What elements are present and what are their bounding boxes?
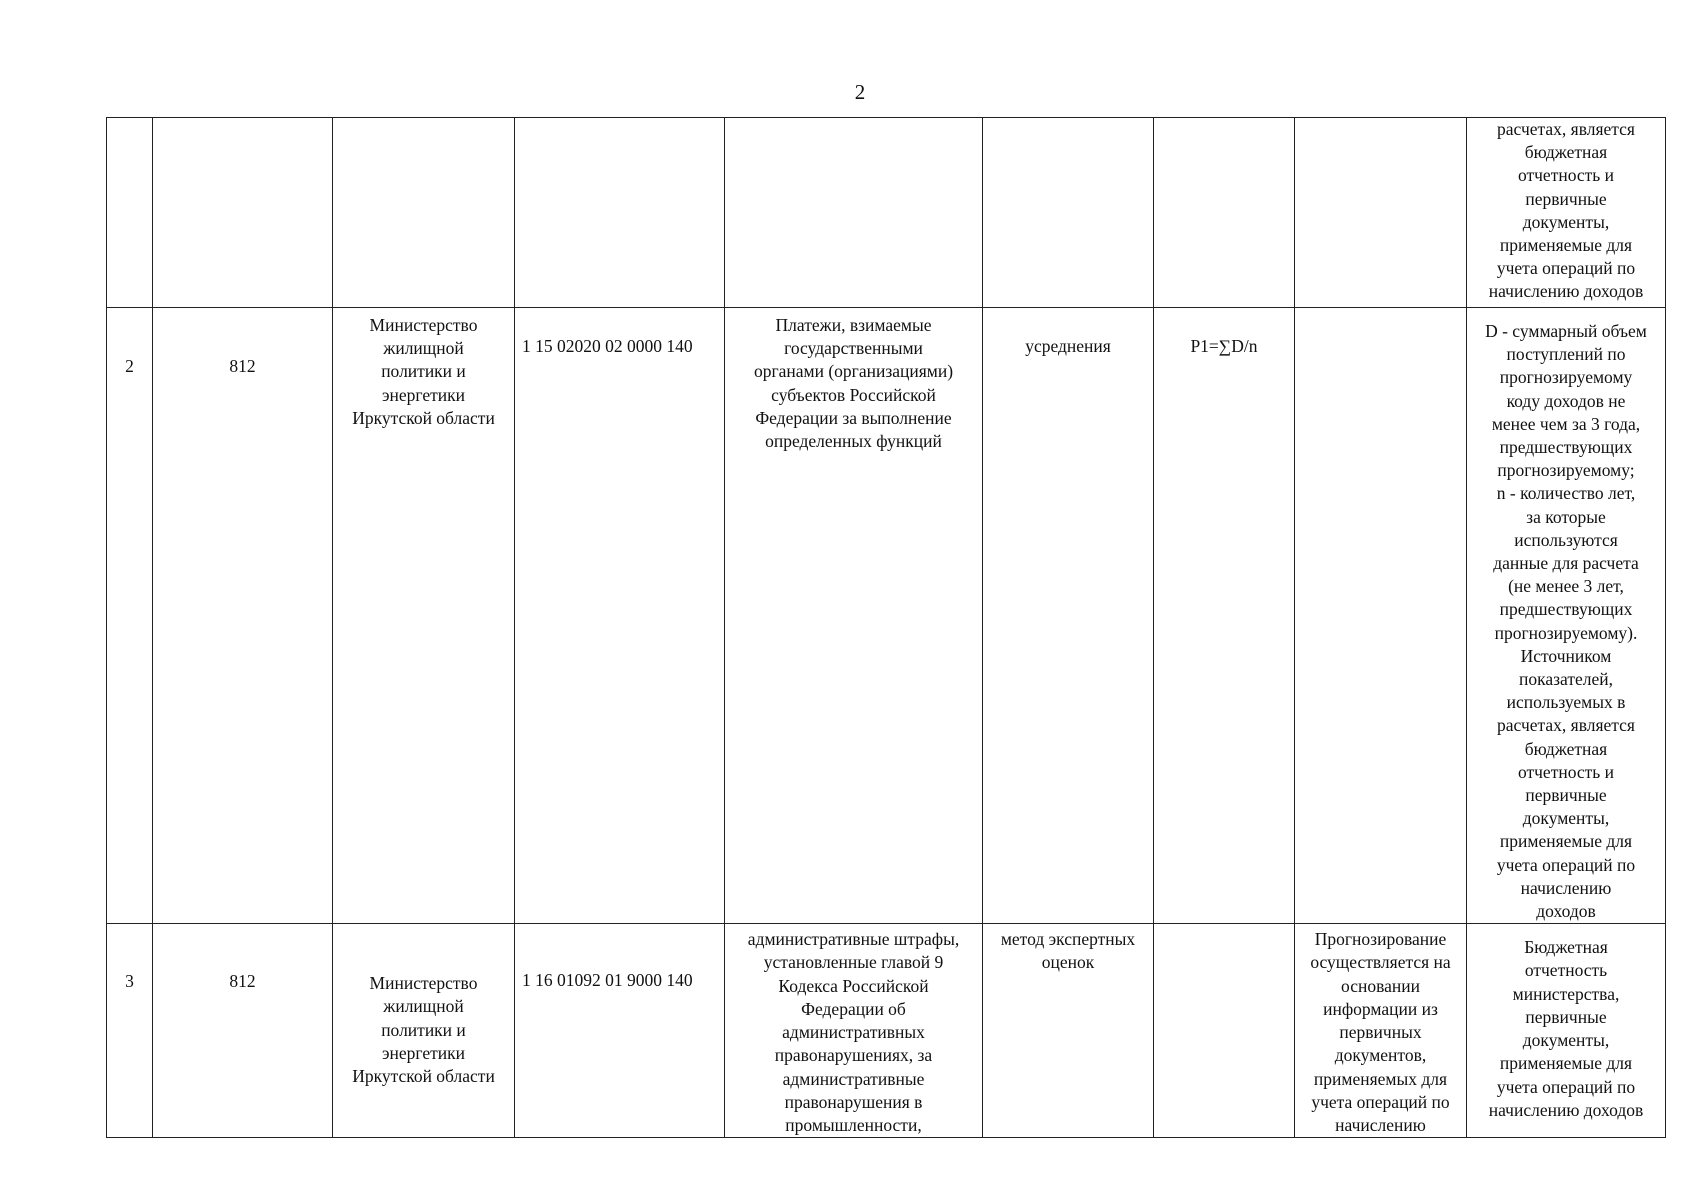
method-cell	[983, 118, 1154, 308]
administrator-cell: Министерство жилищной политики и энергетики Иркутской области	[333, 924, 515, 1138]
administrator-cell: Министерство жилищной политики и энергетики Иркутской области	[333, 308, 515, 924]
basis-cell	[1295, 118, 1467, 308]
administrator-cell	[333, 118, 515, 308]
table-row	[107, 924, 1666, 1138]
admin-code-cell	[153, 118, 333, 308]
revenue-name-cell: Платежи, взимаемые государственными органами (организациями) субъектов Российской Федерации за выполнение определенных функций	[725, 308, 983, 924]
formula-cell	[1154, 118, 1295, 308]
comment-cell: Бюджетная отчетность министерства, первичные документы, применяемые для учета операций по начислению доходов	[1467, 924, 1666, 1138]
basis-cell	[1295, 308, 1467, 924]
table-row	[107, 118, 1666, 308]
method-cell: метод экспертных оценок	[983, 924, 1154, 1138]
row-number-cell: 3	[107, 924, 153, 1138]
revenue-name-cell	[725, 118, 983, 308]
formula-cell: P1=∑D/n	[1154, 308, 1295, 924]
revenue-name-cell: административные штрафы, установленные главой 9 Кодекса Российской Федерации об административных правонарушениях, за административные правонарушения в промышленности,	[725, 924, 983, 1138]
revenue-code-cell: 1 16 01092 01 9000 140	[515, 924, 725, 1138]
basis-cell: Прогнозирование осуществляется на основании информации из первичных документов, применяемых для учета операций по начислению	[1295, 924, 1467, 1138]
table-row	[107, 308, 1666, 924]
method-cell: усреднения	[983, 308, 1154, 924]
comment-cell: расчетах, является бюджетная отчетность и первичные документы, применяемые для учета операций по начислению доходов	[1467, 118, 1666, 308]
formula-cell	[1154, 924, 1295, 1138]
admin-code-cell: 812	[153, 924, 333, 1138]
page-number: 2	[854, 80, 866, 104]
row-number-cell: 2	[107, 308, 153, 924]
revenue-code-cell	[515, 118, 725, 308]
admin-code-cell: 812	[153, 308, 333, 924]
comment-cell: D - суммарный объем поступлений по прогнозируемому коду доходов не менее чем за 3 года, предшествующих прогнозируемому; n - количество лет, за которые используются данные для расчета (не менее 3 лет, предшествующих прогнозируемому). Источником показателей, используемых в расчетах, является бюджетная отчетность и первичные документы, применяемые для учета операций по начислению доходов	[1467, 308, 1666, 924]
revenue-forecast-table	[106, 117, 1666, 1138]
revenue-code-cell: 1 15 02020 02 0000 140	[515, 308, 725, 924]
row-number-cell	[107, 118, 153, 308]
